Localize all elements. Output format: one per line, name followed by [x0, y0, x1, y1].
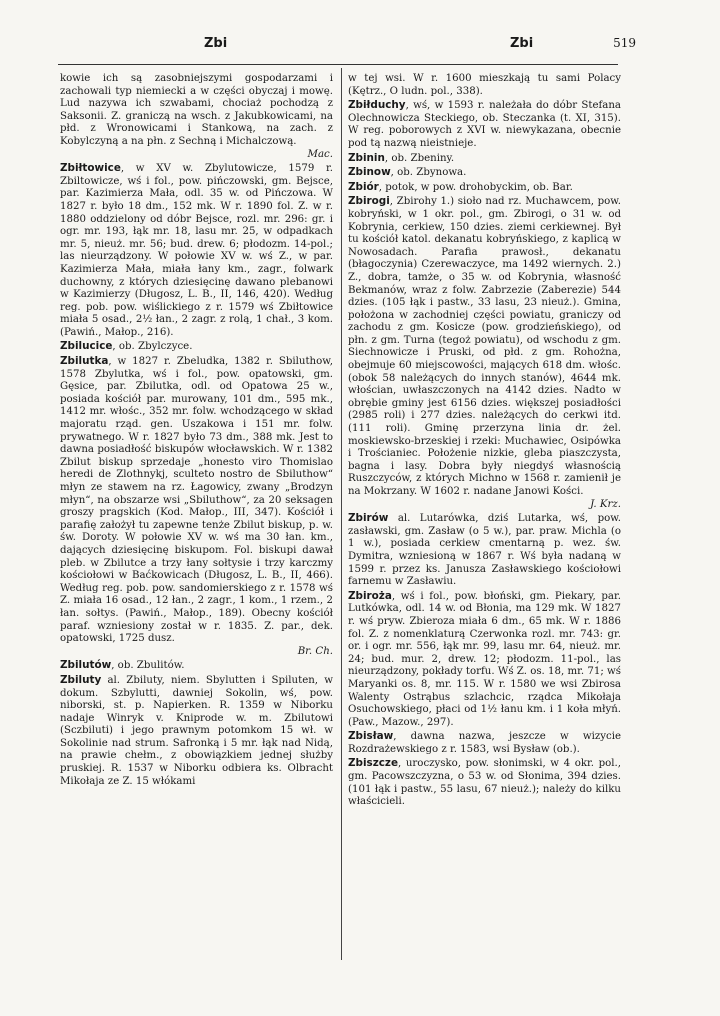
entry-headword: Zbilucice	[60, 340, 113, 353]
dictionary-entry	[348, 152, 621, 166]
dictionary-entry	[60, 659, 333, 673]
dictionary-entry	[348, 73, 621, 98]
entry-text: al. Lutarówka, dziś Lutarka, wś, pow. zasławski, gm. Zasław (o 5 w.), par. praw. Michla (o 1 w.), posiada cerkiew cmentarną p. wez. św. Dymitra, wzniesioną w 1867 r. Wś była nadaną w 1599 r. przez ks. Janusza Zasławskiego kościołowi farnemu w Zasławiu.	[348, 513, 621, 588]
dictionary-entry	[348, 730, 621, 756]
dictionary-entry	[60, 340, 333, 354]
entry-headword: Zbiszcze	[348, 757, 399, 770]
dictionary-entry	[348, 512, 621, 589]
header-rule	[58, 64, 618, 65]
entry-headword: Zbilutka	[60, 355, 109, 368]
entry-text: , ob. Zbulitów.	[111, 660, 185, 672]
entry-text: , wś, w 1593 r. należała do dóbr Stefana Olechnowicza Steckiego, ob. Steczanka (t. XI, 315). W reg. poborowych z XVI w. niewykazana, obecnie pod tą nazwą nieistnieje.	[348, 100, 621, 149]
entry-headword: Zbiluty	[60, 673, 102, 686]
running-head-right: Zbi	[510, 36, 534, 51]
entry-headword: Zbinow	[348, 166, 391, 179]
dictionary-entry	[348, 181, 621, 195]
column-divider	[341, 68, 342, 960]
entry-text: , Zbirohy 1.) sioło nad rz. Muchawcem, pow. kobryński, w 1 okr. pol., gm. Zbirogi, o 31 w. od Kobrynia, cerkiew, 150 dzies. ziemi cerkiewnej. Był tu kościół katol. dekanatu kobryńskiego, z kaplicą w Nowosadach. Parafia prawosł., dekanatu (błagoczynia) Czerewaczyce, ma 1492 wiernych. 2.) Z., dobra, tamże, o 35 w. od Kobrynia, własność Bekmanów, wraz z folw. Zabrzezie (Zaberezie) 544 dzies. (105 łąk i pastw., 33 lasu, 23 nieuż.). Gmina, położona w zachodniej części powiatu, graniczy od zachodu z gm. Kosicze (pow. grodzieńskiego), od płn. z gm. Turna (tegoż powiatu), od wschodu z gm. Siechnowicze i Pruski, od płd. z gm. Rohożna, obejmuje 60 miejscowości, mających 618 dm. włośc. (obok 58 należących do innych stanów), 4644 mk. włościan, uwłaszczonych na 4142 dzies. Nadto w obrębie gminy jest 6156 dzies. większej posiadłości (2985 roli) i 277 dzies. należących do cerkwi itd. (111 roli). Gminę przerzyna linia dr. żel. moskiewsko-brzeskiej i rzeki: Muchawiec, Osipówka i Trościaniec. Położenie nizkie, gleba piaszczysta, bagna i lasy. Dobra były niegdyś własnością Ruszczyców, z których Michno w 1568 r. zamienił je na Mokrzany. W 1602 r. nadane Janowi Kości.	[348, 196, 621, 497]
entry-headword: Zbilutów	[60, 659, 112, 672]
entry-signature: J. Krz.	[590, 498, 621, 510]
entry-headword: Zbirów	[348, 512, 389, 525]
dictionary-entry	[348, 590, 621, 730]
entry-headword: Zbiór	[348, 180, 379, 193]
entry-headword: Zbiłtowice	[60, 162, 121, 175]
entry-text: , uroczysko, pow. słonimski, w 4 okr. pol., gm. Pacowszczyzna, o 53 w. od Słonima, 394 dzies. (101 łąk i pastw., 55 lasu, 67 nieuż.); należy do kilku właścicieli.	[348, 758, 621, 808]
entry-text: w tej wsi. W r. 1600 mieszkają tu sami Polacy (Kętrz., O ludn. pol., 338).	[348, 73, 621, 97]
entry-signature: Br. Ch.	[297, 645, 333, 657]
dictionary-entry	[348, 166, 621, 180]
entry-headword: Zbiroża	[348, 589, 392, 602]
entry-headword: Zbiłduchy	[348, 99, 406, 112]
entry-text: , ob. Zbeniny.	[384, 152, 455, 164]
entry-text: al. Zbiluty, niem. Sbylutten i Spiluten, w dokum. Szbylutti, dawniej Sokolin, wś, pow. niborski, st. p. Napierken. R. 1359 w Niborku nadaje Winryk v. Kniprode w. m. Zbilutowi (Sczbiluti) i jego prawnym potomkom 15 wł. w Sokolinie nad strum. Safronką i 5 mr. łąk nad Nidą, na prawie chełm., z obowiązkiem jednej służby pruskiej. R. 1537 w Niborku odbiera ks. Olbracht Mikołaja ze Z. 15 włókami	[60, 674, 333, 787]
dictionary-entry	[348, 99, 621, 150]
entry-headword: Zbirogi	[348, 195, 390, 208]
entry-text: , ob. Zbynowa.	[390, 167, 467, 179]
dictionary-entry	[60, 674, 333, 788]
running-header	[58, 36, 636, 58]
dictionary-entry	[348, 195, 621, 511]
dictionary-entry	[60, 162, 333, 339]
entry-signature: Mac.	[307, 148, 333, 160]
right-column	[348, 72, 621, 809]
running-head-left: Zbi	[204, 36, 228, 51]
entry-headword: Zbinin	[348, 151, 385, 164]
dictionary-entry	[60, 355, 333, 658]
entry-text: , dawna nazwa, jeszcze w wizycie Rozdrażewskiego z r. 1583, wsi Bysław (ob.).	[348, 731, 621, 755]
entry-headword: Zbisław	[348, 730, 394, 743]
dictionary-entry	[60, 73, 333, 161]
entry-text: , potok, w pow. drohobyckim, ob. Bar.	[378, 181, 573, 193]
entry-text: , w 1827 r. Zbeludka, 1382 r. Sbiluthow, 1578 Zbylutka, wś i fol., pow. opatowski, gm. Gęsice, par. Zbilutka, odl. od Opatowa 25 w., posiada kościół par. murowany, 101 dm., 595 mk., 1412 mr. włośc., 352 mr. folw. wchodzącego w skład majoratu rząd. gen. Uszakowa i 151 mr. folw. prywatnego. W r. 1827 było 73 dm., 388 mk. Jest to dawna posiadłość biskupów włocławskich. W r. 1382 Zbilut biskup sprzedaje „honesto viro Thomislao heredi de Zlothnykj, sculteto nostro de Sbiluthow“ młyn ze stawem na rz. Łagowicy, zwany „Brodzyn młyn“, na obszarze wsi „Sbiluthow“, za 20 seksagen groszy pragskich (Kod. Małop., III, 347). Kościół i parafię założył tu zapewne tenże Zbilut biskup, p. w. św. Doroty. W połowie XV w. wś ma 30 łan. km., dających dziesięcinę biskupom. Fol. biskupi dawał pleb. w Zbilutce a trzy łany sołtysie i trzy karczmy kościołowi w Baćkowicach (Długosz, L. B., II, 466). Według reg. pob. pow. sandomierskiego z r. 1578 wś Z. miała 16 osad., 12 łan., 2 zagr., 1 kom., 1 rzem., 2 łan. sołtys. (Pawiń., Małop., 189). Obecny kościół paraf. wzniesiony został w r. 1835. Z. par., dek. opatowski, 1725 dusz.	[60, 356, 333, 645]
page-number: 519	[613, 36, 636, 50]
entry-text: , ob. Zbylczyce.	[112, 341, 193, 353]
left-column	[60, 72, 333, 788]
entry-text: kowie ich są zasobniejszymi gospodarzami i zachowali typ niemiecki a w części obyczaj i mowę. Lud nazywa ich szwabami, chociaż pochodzą z Saksonii. Z. graniczą na wsch. z Jakubkowicami, na płd. z Wronowicami i Stankową, na zach. z Kobylczyną a na płn. z Sechną i Michalczową.	[60, 73, 333, 147]
dictionary-entry	[348, 757, 621, 808]
entry-text: , wś i fol., pow. błoński, gm. Piekary, par. Lutkówka, odl. 14 w. od Błonia, ma 129 mk. W 1827 r. wś pryw. Zbieroza miała 6 dm., 65 mk. W r. 1886 fol. Z. z nomenklaturą Czerwonka rozl. mr. 743: gr. or. i ogr. mr. 556, łąk mr. 99, lasu mr. 64, nieuż. mr. 24; bud. mur. 2, drew. 12; płodozm. 11-pol., las nieurządzony, pokłady torfu. Wś Z. os. 18, mr. 71; wś Maryanki os. 8, mr. 115. W r. 1580 we wsi Zbirosa Walenty Ostrąbus szlachcic, rządca Mikołaja Osuchowskiego, płaci od 1½ łanu km. i 1 koła młyń. (Paw., Mazow., 297).	[348, 590, 621, 728]
entry-text: , w XV w. Zbylutowicze, 1579 r. Zbiltowicze, wś i fol., pow. pińczowski, gm. Bejsce, par. Kazimierza Mała, odl. 35 w. od Pińczowa. W 1827 r. było 18 dm., 152 mk. W r. 1890 fol. Z. w r. 1880 oddzielony od dóbr Bejsce, rozl. mr. 296: gr. i ogr. mr. 193, łąk mr. 18, lasu mr. 25, w odpadkach mr. 5, nieuż. mr. 56; bud. drew. 6; płodozm. 14-pol.; las nieurządzony. W połowie XV w. wś Z., w par. Kazimierza Mała, miała łany km., zagr., folwark duchowny, z których dziesięcinę dawano plebanowi w Kazimierzy (Długosz, L. B., II, 146, 420). Według reg. pob. pow. wiślickiego z r. 1579 wś Zbiłtowice miała 5 osad., 2½ łan., 2 zagr. z rolą, 1 chał., 3 kom. (Pawiń., Małop., 216).	[60, 163, 333, 338]
